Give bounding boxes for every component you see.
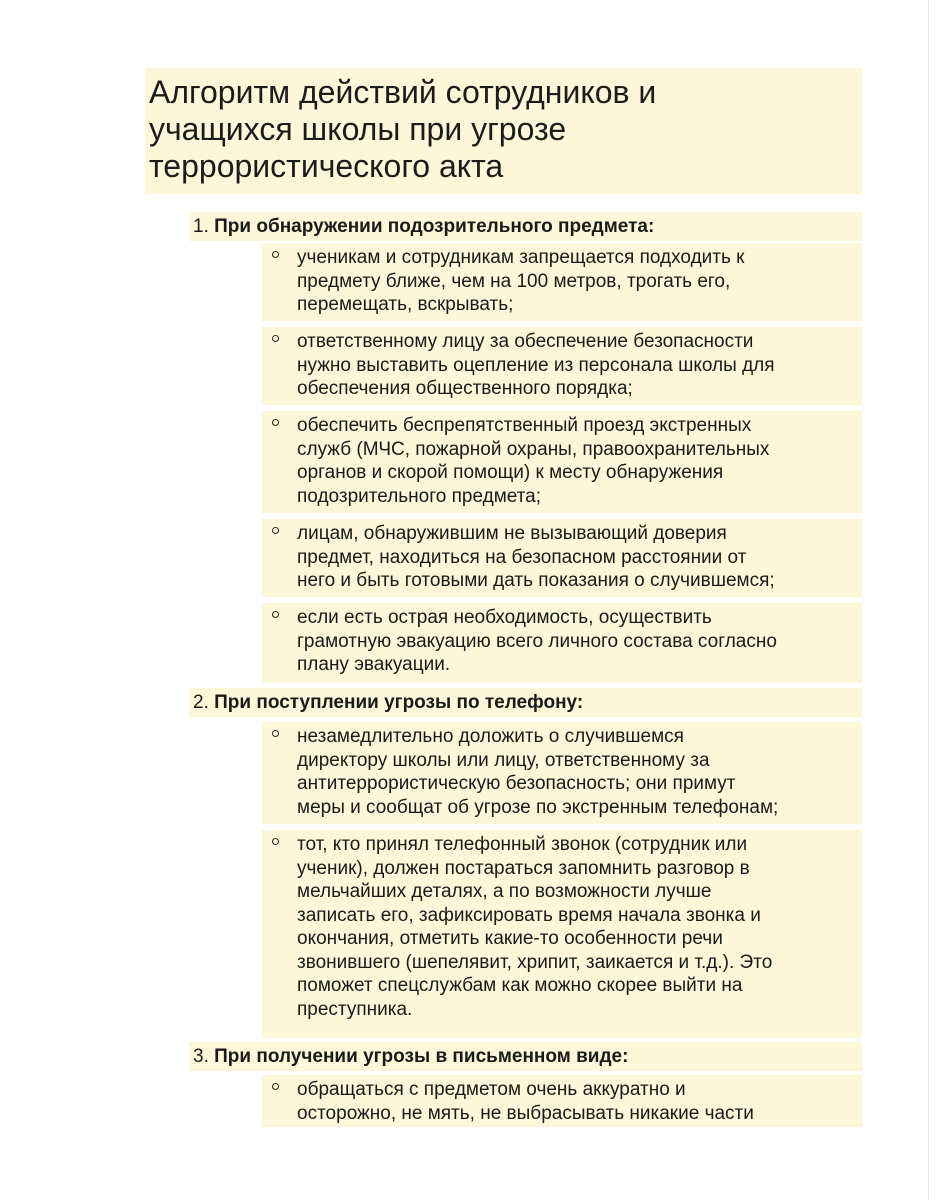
item-line: обеспечения общественного порядка; (297, 378, 633, 399)
item-line: звонившего (шепелявит, хрипит, заикается и т.д.). Это (297, 951, 773, 973)
section-3-list (262, 1075, 862, 1127)
item-line: ответственному лицу за обеспечение безопасности (297, 331, 754, 352)
item-line: незамедлительно доложить о случившемся (297, 726, 684, 747)
item-line: обеспечить беспрепятственный проезд экстренных (297, 415, 752, 436)
title-line: учащихся школы при угрозе (149, 111, 567, 147)
section-title: При получении угрозы в письменном виде: (214, 1046, 629, 1067)
section-heading-3 (189, 1042, 862, 1071)
item-line: мельчайших деталях, а по возможности лучше (297, 881, 712, 902)
section-number: 1. (193, 216, 209, 237)
list-item (262, 830, 862, 1038)
section-2-list (262, 722, 862, 1038)
item-line: записать его, зафиксировать время начала звонка и (297, 904, 761, 926)
list-item (262, 722, 862, 824)
hollow-circle-bullet-icon (272, 838, 279, 845)
section-number: 2. (193, 692, 209, 713)
item-line: обращаться с предметом очень аккуратно и (297, 1079, 686, 1100)
list-item (262, 243, 862, 321)
section-number: 3. (193, 1046, 209, 1067)
list-item (262, 603, 862, 683)
item-line: нужно выставить оцепление из персонала школы для (297, 354, 775, 376)
section-heading-2 (189, 688, 862, 717)
item-line: директору школы или лицу, ответственному за (297, 749, 710, 771)
item-line: предмет, находиться на безопасном расстоянии от (297, 546, 747, 568)
item-line: если есть острая необходимость, осуществить (297, 607, 712, 628)
hollow-circle-bullet-icon (272, 611, 279, 618)
item-line: поможет спецслужбам как можно скорее выйти на (297, 975, 743, 996)
item-line: органов и скорой помощи) к месту обнаружения (297, 462, 724, 483)
item-line: преступника. (297, 998, 413, 1020)
item-line: осторожно, не мять, не выбрасывать никакие части (297, 1102, 754, 1124)
hollow-circle-bullet-icon (272, 527, 279, 534)
item-line: плану эвакуации. (297, 654, 451, 675)
section-title: При поступлении угрозы по телефону: (214, 692, 584, 713)
item-line: антитеррористическую безопасность; они примут (297, 773, 736, 794)
item-line: него и быть готовыми дать показания о случившемся; (297, 570, 775, 591)
page-title (145, 68, 862, 194)
hollow-circle-bullet-icon (272, 1083, 279, 1090)
item-line: грамотную эвакуацию всего личного состава согласно (297, 630, 777, 652)
item-line: ученик), должен постараться запомнить разговор в (297, 857, 750, 879)
item-line: окончания, отметить какие-то особенности речи (297, 928, 723, 949)
item-line: подозрительного предмета; (297, 485, 542, 507)
item-line: тот, кто принял телефонный звонок (сотрудник или (297, 834, 748, 855)
list-item (262, 327, 862, 405)
section-heading-1 (189, 212, 862, 241)
hollow-circle-bullet-icon (272, 335, 279, 342)
item-line: перемещать, вскрывать; (297, 294, 514, 315)
list-item (262, 519, 862, 597)
item-line: предмету ближе, чем на 100 метров, трогать его, (297, 270, 731, 292)
section-title: При обнаружении подозрительного предмета: (214, 216, 655, 237)
title-line: Алгоритм действий сотрудников и (149, 74, 657, 110)
item-line: меры и сообщат об угрозе по экстренным телефонам; (297, 796, 779, 818)
title-line: террористического акта (149, 148, 504, 184)
item-line: ученикам и сотрудникам запрещается подходить к (297, 247, 745, 268)
section-1-list (262, 243, 862, 683)
list-item (262, 1075, 862, 1127)
page-edge (928, 0, 929, 1200)
hollow-circle-bullet-icon (272, 251, 279, 258)
list-item (262, 411, 862, 513)
item-line: лицам, обнаружившим не вызывающий доверия (297, 523, 727, 544)
item-line: служб (МЧС, пожарной охраны, правоохранительных (297, 438, 770, 460)
hollow-circle-bullet-icon (272, 730, 279, 737)
hollow-circle-bullet-icon (272, 419, 279, 426)
